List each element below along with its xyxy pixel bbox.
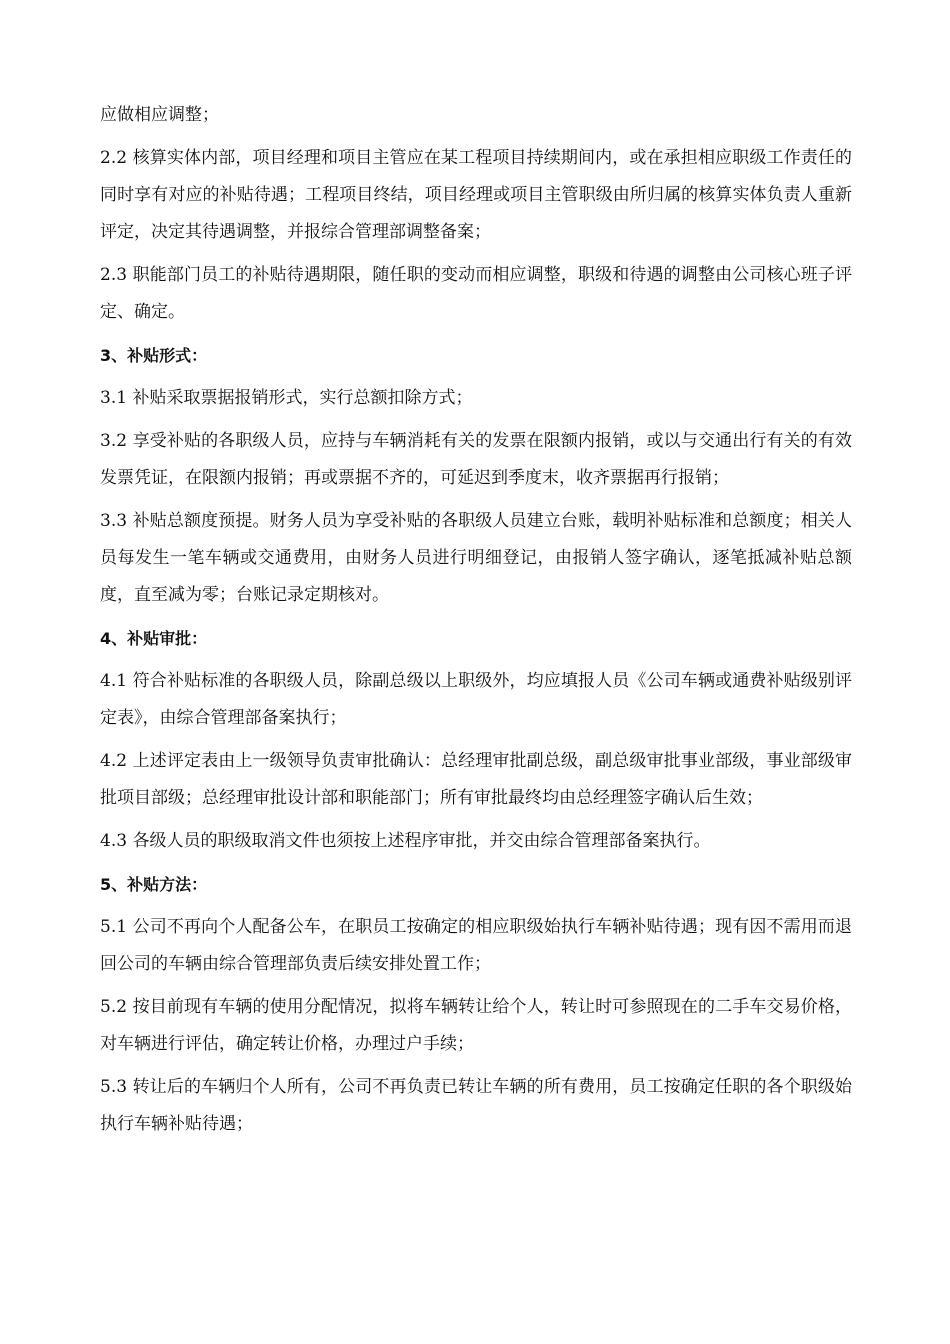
paragraph-4-1: 4.1 符合补贴标准的各职级人员，除副总级以上职级外，均应填报人员《公司车辆或通费补贴级别评定表》，由综合管理部备案执行； — [100, 671, 853, 728]
section-heading-4: 4、补贴审批： — [100, 629, 208, 648]
paragraph-5-2: 5.2 按目前现有车辆的使用分配情况，拟将车辆转让给个人，转让时可参照现在的二手车交易价格，对车辆进行评估，确定转让价格，办理过户手续； — [100, 997, 853, 1054]
document-body — [100, 97, 852, 1149]
section-heading-5: 5、补贴方法： — [100, 875, 208, 894]
paragraph-3-1: 3.1 补贴采取票据报销形式，实行总额扣除方式； — [100, 388, 473, 408]
paragraph-3-2: 3.2 享受补贴的各职级人员，应持与车辆消耗有关的发票在限额内报销，或以与交通出行有关的有效发票凭证，在限额内报销；再或票据不齐的，可延迟到季度末，收齐票据再行报销； — [100, 431, 853, 488]
paragraph-5-3: 5.3 转让后的车辆归个人所有，公司不再负责已转让车辆的所有费用，员工按确定任职的各个职级始执行车辆补贴待遇； — [100, 1077, 853, 1134]
section-heading-3: 3、补贴形式： — [100, 346, 208, 365]
paragraph-3-3: 3.3 补贴总额度预提。财务人员为享受补贴的各职级人员建立台账，载明补贴标准和总额度；相关人员每发生一笔车辆或交通费用，由财务人员进行明细登记，由报销人签字确认，逐笔抵减补贴总额度，直至减为零；台账记录定期核对。 — [100, 511, 853, 605]
paragraph-4-2: 4.2 上述评定表由上一级领导负责审批确认：总经理审批副总级，副总级审批事业部级，事业部级审批项目部级；总经理审批设计部和职能部门；所有审批最终均由总经理签字确认后生效； — [100, 751, 853, 808]
paragraph-4-3: 4.3 各级人员的职级取消文件也须按上述程序审批，并交由综合管理部备案执行。 — [100, 831, 711, 851]
paragraph-5-1: 5.1 公司不再向个人配备公车，在职员工按确定的相应职级始执行车辆补贴待遇；现有因不需用而退回公司的车辆由综合管理部负责后续安排处置工作； — [100, 917, 853, 974]
paragraph-continuation: 应做相应调整； — [100, 105, 219, 125]
paragraph-2-3: 2.3 职能部门员工的补贴待遇期限，随任职的变动而相应调整，职级和待遇的调整由公司核心班子评定、确定。 — [100, 265, 853, 322]
paragraph-2-2: 2.2 核算实体内部，项目经理和项目主管应在某工程项目持续期间内，或在承担相应职级工作责任的同时享有对应的补贴待遇；工程项目终结，项目经理或项目主管职级由所归属的核算实体负责人重新评定，决定其待遇调整，并报综合管理部调整备案； — [100, 148, 853, 242]
